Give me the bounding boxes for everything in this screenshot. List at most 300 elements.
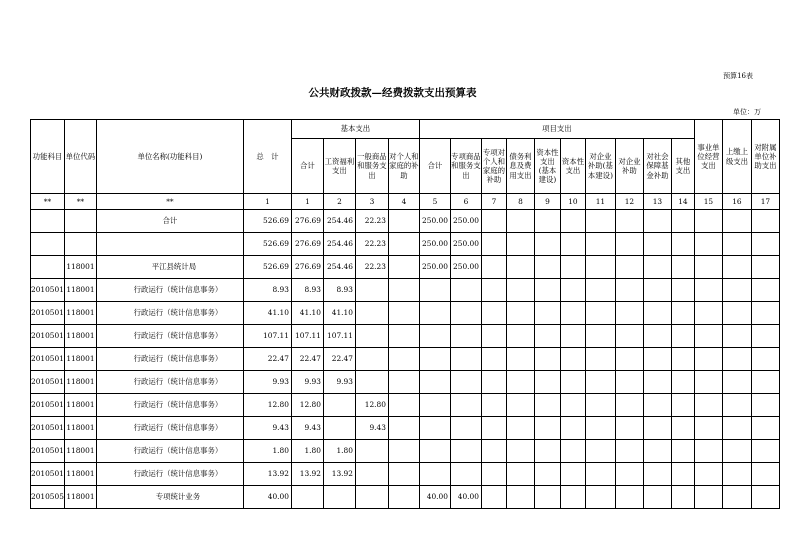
value-cell-b-family xyxy=(388,417,419,440)
unit-name-text: 行政运行（统计信息事务） xyxy=(133,331,223,341)
table-row xyxy=(31,417,780,440)
value-cell-total: 1.80 xyxy=(243,440,291,463)
empty-cell xyxy=(506,440,534,463)
empty-cell xyxy=(643,325,671,348)
empty-cell xyxy=(643,417,671,440)
column-index-cell: 7 xyxy=(481,194,506,210)
value-cell-p-goods xyxy=(450,371,481,394)
unit-name-cell xyxy=(96,325,243,348)
value-cell-b-goods xyxy=(355,325,388,348)
empty-cell xyxy=(534,417,560,440)
empty-cell xyxy=(643,256,671,279)
column-index-row xyxy=(31,194,780,210)
header-basic-col: 一般商品和服务支出 xyxy=(355,139,388,194)
column-index-cell: 11 xyxy=(585,194,615,210)
column-index-cell: 8 xyxy=(506,194,534,210)
header-project-col: 债务利息及费用支出 xyxy=(506,139,534,194)
header-basic-col: 对个人和家庭的补助 xyxy=(388,139,419,194)
value-cell-p-goods xyxy=(450,348,481,371)
table-row xyxy=(31,486,780,509)
empty-cell xyxy=(481,486,506,509)
value-cell-b-wage: 254.46 xyxy=(323,210,355,233)
column-index-cell: 15 xyxy=(694,194,722,210)
empty-cell xyxy=(481,371,506,394)
empty-cell xyxy=(643,348,671,371)
empty-cell xyxy=(751,371,779,394)
value-cell-total: 12.80 xyxy=(243,394,291,417)
value-cell-p-sum: 250.00 xyxy=(419,210,450,233)
value-cell-b-family xyxy=(388,371,419,394)
header-basic-group: 基本支出 xyxy=(291,120,419,139)
empty-cell xyxy=(615,210,643,233)
empty-cell xyxy=(534,440,560,463)
empty-cell xyxy=(506,486,534,509)
empty-cell xyxy=(751,486,779,509)
empty-cell xyxy=(671,325,694,348)
unit-name-text: 专项统计业务 xyxy=(155,492,201,502)
value-cell-b-goods xyxy=(355,371,388,394)
unit-name-cell xyxy=(96,463,243,486)
empty-cell xyxy=(585,325,615,348)
empty-cell xyxy=(694,417,722,440)
empty-cell xyxy=(506,371,534,394)
empty-cell xyxy=(560,348,585,371)
table-row xyxy=(31,440,780,463)
header-project-col: 专项商品和服务支出 xyxy=(450,139,481,194)
header-basic-col: 合计 xyxy=(291,139,323,194)
empty-cell xyxy=(694,325,722,348)
empty-cell xyxy=(560,463,585,486)
func-code-cell: 2010501 xyxy=(31,440,65,463)
unit-name-cell xyxy=(96,371,243,394)
empty-cell xyxy=(506,325,534,348)
empty-cell xyxy=(694,486,722,509)
func-code-cell: 2010501 xyxy=(31,371,65,394)
empty-cell xyxy=(481,210,506,233)
empty-cell xyxy=(694,463,722,486)
unit-code-cell: 118001 xyxy=(64,463,96,486)
unit-name-cell xyxy=(96,486,243,509)
empty-cell xyxy=(481,463,506,486)
empty-cell xyxy=(615,256,643,279)
empty-cell xyxy=(671,417,694,440)
empty-cell xyxy=(615,463,643,486)
empty-cell xyxy=(481,302,506,325)
unit-name-cell xyxy=(96,417,243,440)
unit-code-cell: 118001 xyxy=(64,302,96,325)
empty-cell xyxy=(534,210,560,233)
empty-cell xyxy=(534,463,560,486)
column-index-cell: 2 xyxy=(323,194,355,210)
empty-cell xyxy=(585,417,615,440)
empty-cell xyxy=(751,348,779,371)
func-code-cell: 2010501 xyxy=(31,302,65,325)
table-row xyxy=(31,348,780,371)
empty-cell xyxy=(671,302,694,325)
unit-name-text: 行政运行（统计信息事务） xyxy=(133,469,223,479)
value-cell-b-wage: 9.93 xyxy=(323,371,355,394)
value-cell-b-sum: 13.92 xyxy=(291,463,323,486)
value-cell-total: 8.93 xyxy=(243,279,291,302)
empty-cell xyxy=(671,348,694,371)
table-row xyxy=(31,302,780,325)
empty-cell xyxy=(560,233,585,256)
empty-cell xyxy=(694,348,722,371)
value-cell-b-goods: 22.23 xyxy=(355,233,388,256)
column-index-cell: ** xyxy=(64,194,96,210)
value-cell-b-goods xyxy=(355,486,388,509)
value-cell-p-goods xyxy=(450,279,481,302)
form-number: 预算16表 xyxy=(723,72,753,80)
header-project-group: 项目支出 xyxy=(419,120,694,139)
empty-cell xyxy=(585,348,615,371)
header-project-col: 对企业补助 xyxy=(615,139,643,194)
column-index-cell: 16 xyxy=(722,194,751,210)
empty-cell xyxy=(506,279,534,302)
value-cell-total: 9.43 xyxy=(243,417,291,440)
value-cell-b-sum: 1.80 xyxy=(291,440,323,463)
empty-cell xyxy=(694,302,722,325)
empty-cell xyxy=(534,302,560,325)
empty-cell xyxy=(671,279,694,302)
empty-cell xyxy=(694,440,722,463)
column-index-cell: ** xyxy=(31,194,65,210)
value-cell-b-family xyxy=(388,233,419,256)
unit-name-text: 行政运行（统计信息事务） xyxy=(133,400,223,410)
value-cell-b-wage: 1.80 xyxy=(323,440,355,463)
empty-cell xyxy=(481,348,506,371)
value-cell-p-sum xyxy=(419,325,450,348)
column-index-cell: 12 xyxy=(615,194,643,210)
value-cell-b-family xyxy=(388,440,419,463)
empty-cell xyxy=(722,325,751,348)
empty-cell xyxy=(615,302,643,325)
empty-cell xyxy=(560,394,585,417)
column-index-cell: 4 xyxy=(388,194,419,210)
value-cell-b-wage xyxy=(323,486,355,509)
value-cell-p-sum xyxy=(419,371,450,394)
empty-cell xyxy=(751,463,779,486)
empty-cell xyxy=(643,486,671,509)
header-project-col: 合计 xyxy=(419,139,450,194)
value-cell-p-goods: 250.00 xyxy=(450,233,481,256)
value-cell-b-family xyxy=(388,394,419,417)
value-cell-b-goods xyxy=(355,302,388,325)
column-index-cell: 1 xyxy=(291,194,323,210)
header-project-col: 对企业补助(基本建设) xyxy=(585,139,615,194)
value-cell-p-sum xyxy=(419,279,450,302)
value-cell-b-sum: 9.43 xyxy=(291,417,323,440)
empty-cell xyxy=(585,256,615,279)
empty-cell xyxy=(560,417,585,440)
column-index-cell: 5 xyxy=(419,194,450,210)
empty-cell xyxy=(560,210,585,233)
empty-cell xyxy=(671,256,694,279)
unit-name-text: 行政运行（统计信息事务） xyxy=(133,446,223,456)
value-cell-b-sum: 276.69 xyxy=(291,233,323,256)
empty-cell xyxy=(671,210,694,233)
column-index-cell: 3 xyxy=(355,194,388,210)
unit-code-cell: 118001 xyxy=(64,440,96,463)
unit-code-cell: 118001 xyxy=(64,279,96,302)
value-cell-b-family xyxy=(388,256,419,279)
unit-name-text: 行政运行（统计信息事务） xyxy=(133,423,223,433)
unit-name-cell xyxy=(96,440,243,463)
value-cell-p-sum: 250.00 xyxy=(419,256,450,279)
empty-cell xyxy=(751,394,779,417)
empty-cell xyxy=(506,256,534,279)
empty-cell xyxy=(722,256,751,279)
unit-name-cell xyxy=(96,233,243,256)
empty-cell xyxy=(751,325,779,348)
value-cell-total: 13.92 xyxy=(243,463,291,486)
value-cell-total: 9.93 xyxy=(243,371,291,394)
value-cell-p-sum xyxy=(419,394,450,417)
empty-cell xyxy=(615,233,643,256)
empty-cell xyxy=(560,279,585,302)
value-cell-b-family xyxy=(388,302,419,325)
empty-cell xyxy=(506,394,534,417)
empty-cell xyxy=(506,233,534,256)
header-unit-code: 单位代码 xyxy=(64,120,96,194)
empty-cell xyxy=(694,371,722,394)
empty-cell xyxy=(585,302,615,325)
value-cell-b-sum: 276.69 xyxy=(291,256,323,279)
empty-cell xyxy=(671,486,694,509)
empty-cell xyxy=(534,394,560,417)
empty-cell xyxy=(585,210,615,233)
value-cell-p-sum: 40.00 xyxy=(419,486,450,509)
empty-cell xyxy=(694,279,722,302)
empty-cell xyxy=(643,394,671,417)
func-code-cell: 2010501 xyxy=(31,394,65,417)
empty-cell xyxy=(643,233,671,256)
empty-cell xyxy=(615,325,643,348)
empty-cell xyxy=(751,302,779,325)
value-cell-b-wage: 107.11 xyxy=(323,325,355,348)
value-cell-p-sum xyxy=(419,417,450,440)
func-code-cell xyxy=(31,210,65,233)
unit-code-cell: 118001 xyxy=(64,325,96,348)
column-index-cell: 10 xyxy=(560,194,585,210)
empty-cell xyxy=(585,371,615,394)
empty-cell xyxy=(534,371,560,394)
unit-code-cell: 118001 xyxy=(64,256,96,279)
value-cell-p-goods xyxy=(450,417,481,440)
header-extra-col: 上缴上级支出 xyxy=(722,120,751,194)
value-cell-b-wage: 254.46 xyxy=(323,256,355,279)
unit-code-cell xyxy=(64,233,96,256)
value-cell-b-sum xyxy=(291,486,323,509)
value-cell-total: 526.69 xyxy=(243,210,291,233)
table-row xyxy=(31,210,780,233)
unit-code-cell: 118001 xyxy=(64,486,96,509)
value-cell-b-sum: 22.47 xyxy=(291,348,323,371)
value-cell-b-sum: 276.69 xyxy=(291,210,323,233)
empty-cell xyxy=(671,233,694,256)
empty-cell xyxy=(506,302,534,325)
value-cell-b-family xyxy=(388,486,419,509)
value-cell-b-sum: 107.11 xyxy=(291,325,323,348)
empty-cell xyxy=(481,233,506,256)
value-cell-p-goods xyxy=(450,302,481,325)
value-cell-b-sum: 8.93 xyxy=(291,279,323,302)
value-cell-p-goods xyxy=(450,394,481,417)
value-cell-total: 526.69 xyxy=(243,233,291,256)
table-row xyxy=(31,371,780,394)
func-code-cell xyxy=(31,256,65,279)
value-cell-p-sum xyxy=(419,302,450,325)
column-index-cell: 13 xyxy=(643,194,671,210)
header-unit-name: 单位名称(功能科目) xyxy=(96,120,243,194)
value-cell-total: 41.10 xyxy=(243,302,291,325)
header-extra-col: 事业单位经营支出 xyxy=(694,120,722,194)
value-cell-total: 22.47 xyxy=(243,348,291,371)
empty-cell xyxy=(534,279,560,302)
unit-name-text: 行政运行（统计信息事务） xyxy=(133,285,223,295)
empty-cell xyxy=(585,463,615,486)
value-cell-p-goods xyxy=(450,325,481,348)
unit-name-cell xyxy=(96,210,243,233)
empty-cell xyxy=(722,279,751,302)
empty-cell xyxy=(694,233,722,256)
empty-cell xyxy=(722,348,751,371)
value-cell-p-goods: 250.00 xyxy=(450,210,481,233)
value-cell-b-family xyxy=(388,210,419,233)
table-row xyxy=(31,279,780,302)
empty-cell xyxy=(534,486,560,509)
empty-cell xyxy=(560,371,585,394)
unit-code-cell: 118001 xyxy=(64,417,96,440)
value-cell-p-goods: 250.00 xyxy=(450,256,481,279)
value-cell-b-family xyxy=(388,348,419,371)
value-cell-b-wage xyxy=(323,394,355,417)
unit-name-cell xyxy=(96,348,243,371)
empty-cell xyxy=(560,440,585,463)
value-cell-b-wage: 41.10 xyxy=(323,302,355,325)
empty-cell xyxy=(722,302,751,325)
empty-cell xyxy=(615,394,643,417)
empty-cell xyxy=(722,463,751,486)
empty-cell xyxy=(615,279,643,302)
page-title: 公共财政拨款—经费拨款支出预算表 xyxy=(308,87,477,99)
func-code-cell xyxy=(31,233,65,256)
value-cell-total: 107.11 xyxy=(243,325,291,348)
unit-name-cell xyxy=(96,302,243,325)
header-project-col: 资本性支出(基本建设) xyxy=(534,139,560,194)
unit-code-cell: 118001 xyxy=(64,348,96,371)
value-cell-b-goods xyxy=(355,463,388,486)
func-code-cell: 2010501 xyxy=(31,463,65,486)
empty-cell xyxy=(534,256,560,279)
value-cell-b-wage: 8.93 xyxy=(323,279,355,302)
value-cell-p-goods xyxy=(450,440,481,463)
empty-cell xyxy=(506,348,534,371)
empty-cell xyxy=(481,440,506,463)
value-cell-b-family xyxy=(388,325,419,348)
empty-cell xyxy=(615,486,643,509)
value-cell-b-family xyxy=(388,463,419,486)
unit-name-text: 行政运行（统计信息事务） xyxy=(133,308,223,318)
value-cell-b-goods: 9.43 xyxy=(355,417,388,440)
budget-table xyxy=(30,119,780,509)
empty-cell xyxy=(643,210,671,233)
empty-cell xyxy=(751,210,779,233)
empty-cell xyxy=(671,371,694,394)
empty-cell xyxy=(481,394,506,417)
value-cell-b-goods: 12.80 xyxy=(355,394,388,417)
empty-cell xyxy=(751,233,779,256)
table-row xyxy=(31,233,780,256)
empty-cell xyxy=(585,486,615,509)
column-index-cell: 17 xyxy=(751,194,779,210)
empty-cell xyxy=(534,348,560,371)
empty-cell xyxy=(643,302,671,325)
empty-cell xyxy=(751,440,779,463)
empty-cell xyxy=(534,325,560,348)
empty-cell xyxy=(585,440,615,463)
empty-cell xyxy=(481,417,506,440)
empty-cell xyxy=(560,486,585,509)
unit-name-text: 行政运行（统计信息事务） xyxy=(133,354,223,364)
column-index-cell: 9 xyxy=(534,194,560,210)
unit-name-cell xyxy=(96,394,243,417)
value-cell-p-sum xyxy=(419,440,450,463)
empty-cell xyxy=(671,463,694,486)
unit-code-cell: 118001 xyxy=(64,371,96,394)
empty-cell xyxy=(560,256,585,279)
empty-cell xyxy=(615,371,643,394)
column-index-cell: 6 xyxy=(450,194,481,210)
empty-cell xyxy=(722,394,751,417)
table-row xyxy=(31,463,780,486)
value-cell-b-goods xyxy=(355,279,388,302)
value-cell-p-sum xyxy=(419,348,450,371)
empty-cell xyxy=(722,210,751,233)
empty-cell xyxy=(722,233,751,256)
value-cell-p-goods: 40.00 xyxy=(450,486,481,509)
empty-cell xyxy=(585,394,615,417)
unit-name-text: 行政运行（统计信息事务） xyxy=(133,377,223,387)
value-cell-total: 526.69 xyxy=(243,256,291,279)
empty-cell xyxy=(671,394,694,417)
func-code-cell: 2010505 xyxy=(31,486,65,509)
value-cell-b-goods xyxy=(355,440,388,463)
empty-cell xyxy=(615,348,643,371)
func-code-cell: 2010501 xyxy=(31,417,65,440)
empty-cell xyxy=(722,371,751,394)
header-total: 总 计 xyxy=(243,120,291,194)
value-cell-b-family xyxy=(388,279,419,302)
empty-cell xyxy=(481,256,506,279)
header-func-code: 功能科目 xyxy=(31,120,65,194)
empty-cell xyxy=(534,233,560,256)
column-index-cell: 14 xyxy=(671,194,694,210)
header-extra-col: 对附属单位补助支出 xyxy=(751,120,779,194)
empty-cell xyxy=(751,417,779,440)
empty-cell xyxy=(481,325,506,348)
empty-cell xyxy=(560,325,585,348)
empty-cell xyxy=(722,417,751,440)
header-project-col: 对社会保障基金补助 xyxy=(643,139,671,194)
value-cell-b-sum: 9.93 xyxy=(291,371,323,394)
header-project-col: 专项对个人和家庭的补助 xyxy=(481,139,506,194)
func-code-cell: 2010501 xyxy=(31,279,65,302)
header-project-col: 资本性支出 xyxy=(560,139,585,194)
empty-cell xyxy=(506,463,534,486)
empty-cell xyxy=(722,486,751,509)
value-cell-b-sum: 12.80 xyxy=(291,394,323,417)
